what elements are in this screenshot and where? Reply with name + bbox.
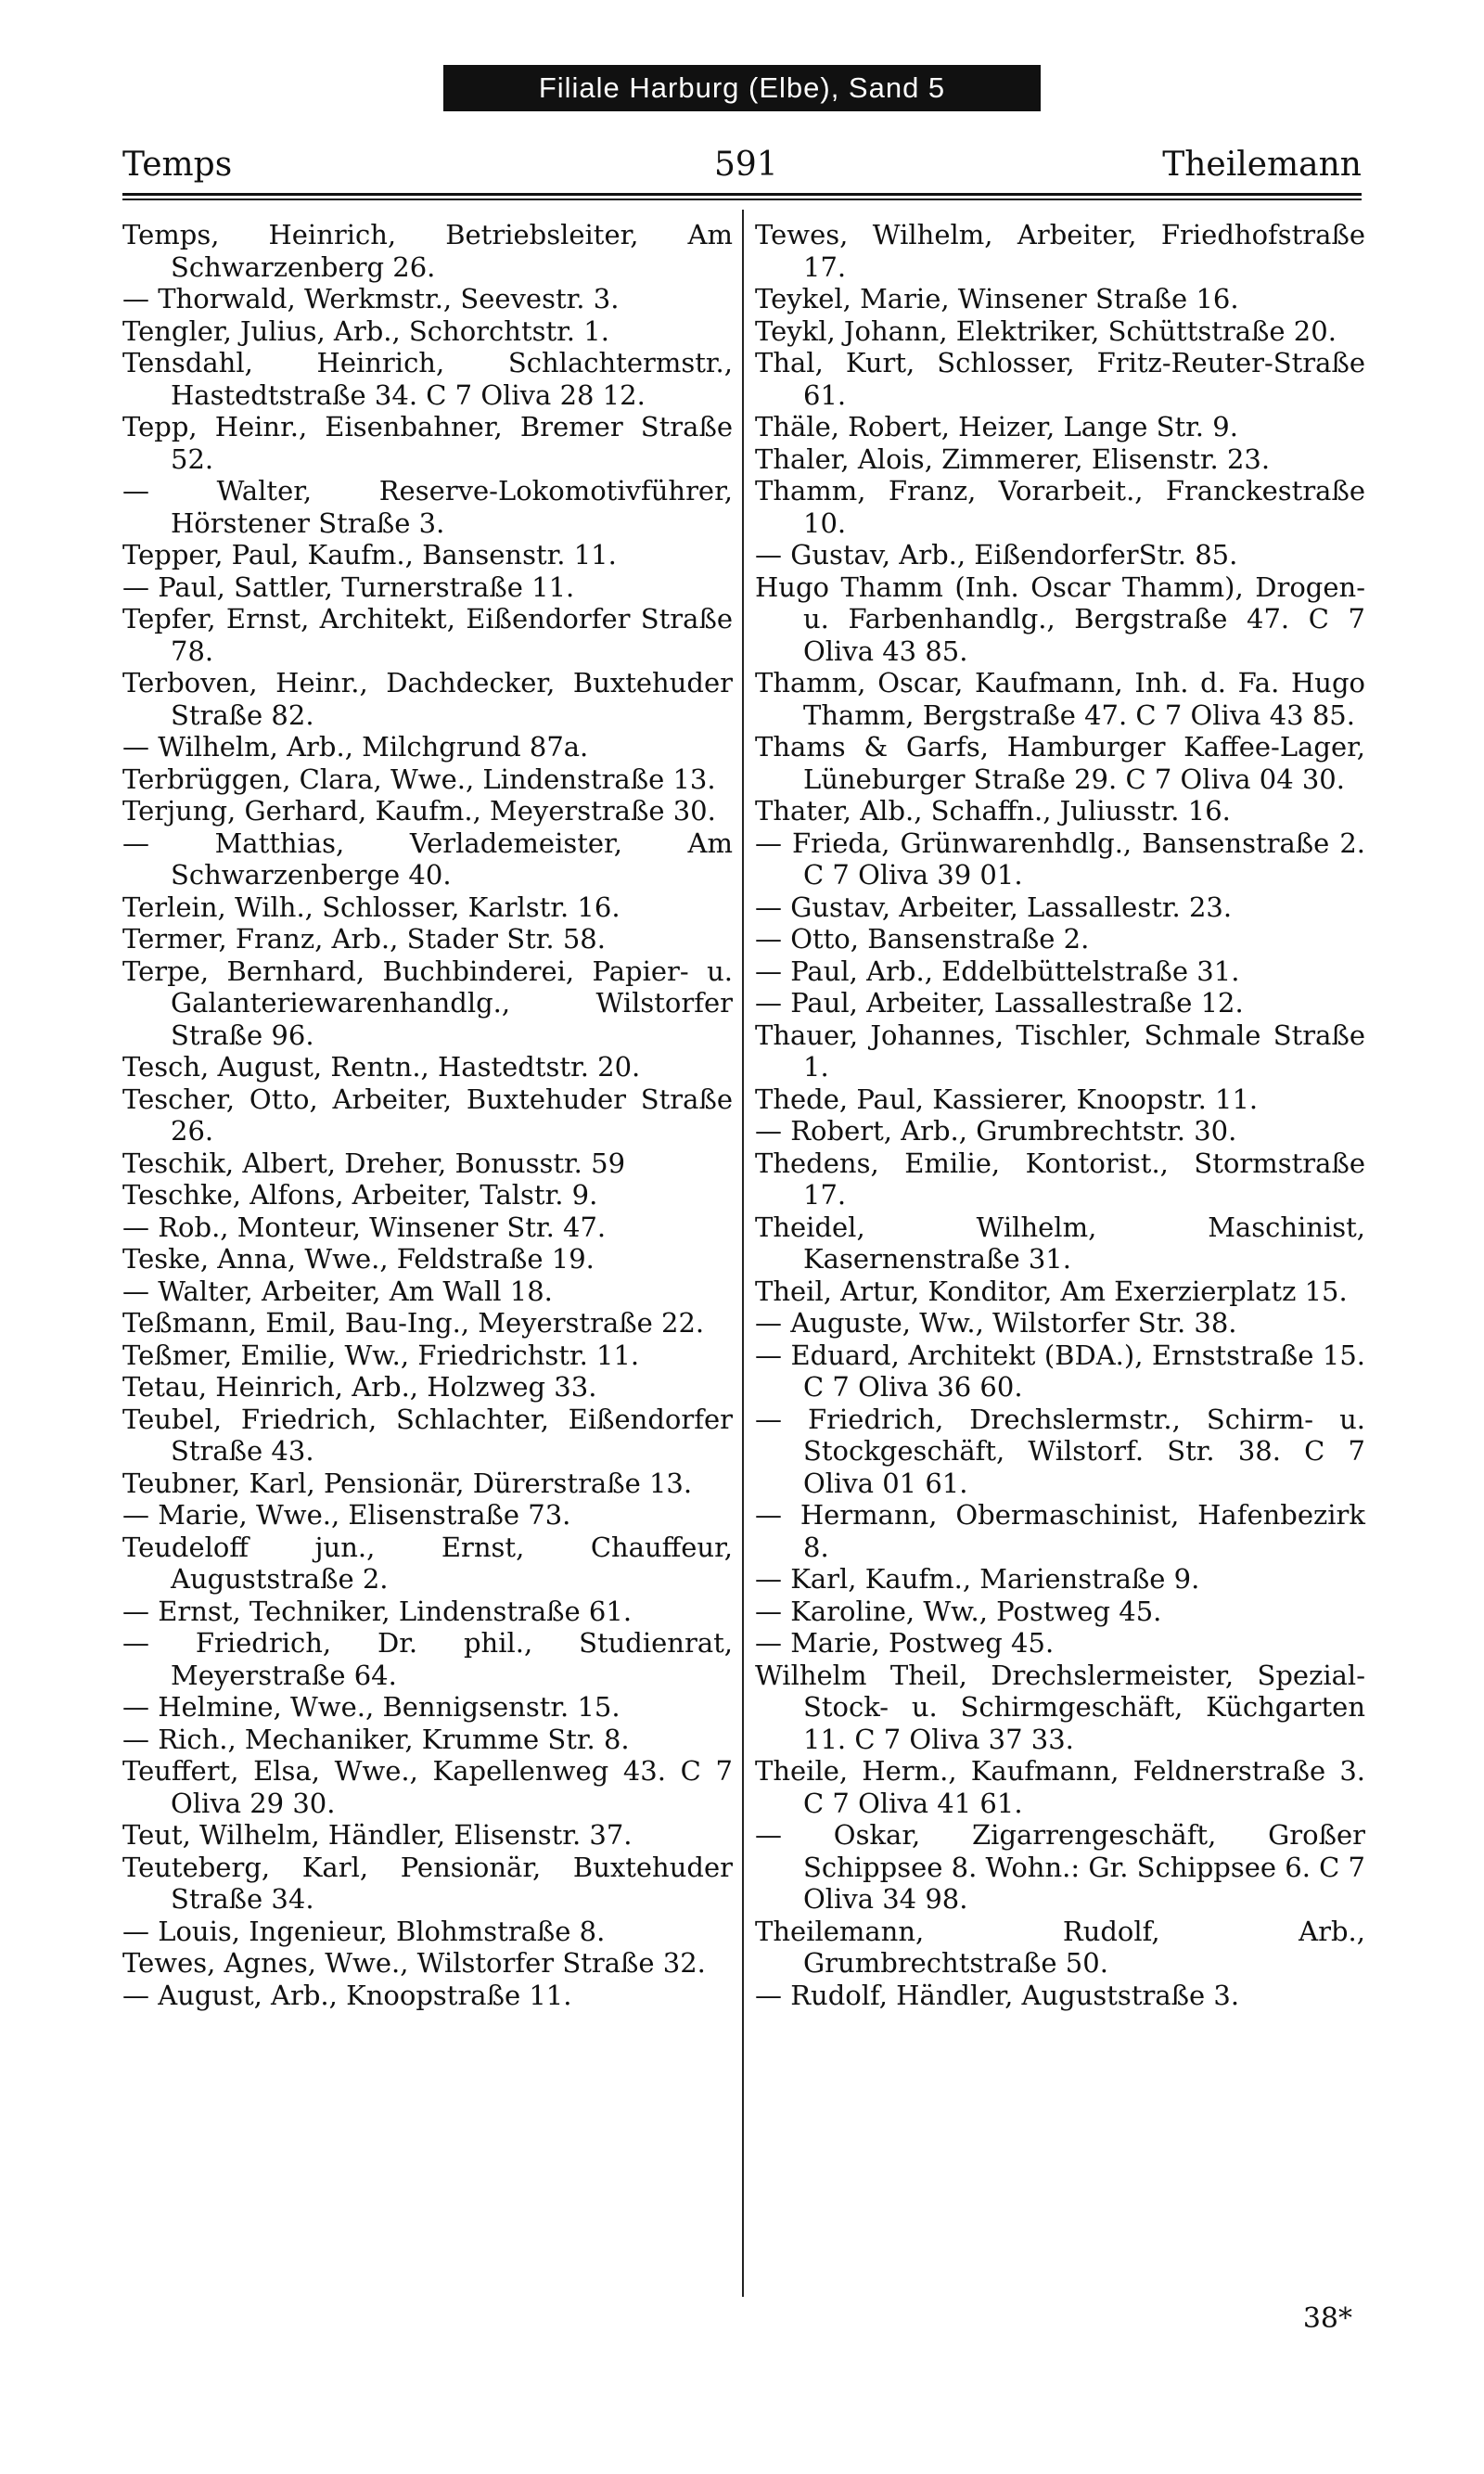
directory-entry: Tewes, Agnes, Wwe., Wilstorfer Straße 32. [122,1947,706,1979]
directory-entry: — Paul, Sattler, Turnerstraße 11. [122,570,575,603]
directory-entry: — Otto, Bansenstraße 2. [755,923,1090,955]
directory-entry: Thams & Garfs, Hamburger Kaffee-Lager, Lüneburger Straße 29. C 7 Oliva 04 30. [755,731,1365,795]
directory-entry: — Thorwald, Werkmstr., Seevestr. 3. [122,283,620,314]
directory-entry: Terbrüggen, Clara, Wwe., Lindenstraße 13. [122,763,716,795]
directory-entry: — Ernst, Techniker, Lindenstraße 61. [122,1595,633,1627]
directory-entry: Tepper, Paul, Kaufm., Bansenstr. 11. [122,539,617,570]
directory-entry: Thaler, Alois, Zimmerer, Elisenstr. 23. [755,442,1271,475]
directory-entry: Teubel, Friedrich, Schlachter, Eißendorfer Straße 43. [122,1403,733,1467]
directory-entry: — Karl, Kaufm., Marienstraße 9. [755,1563,1200,1595]
directory-entry: — Oskar, Zigarrengeschäft, Großer Schippsee 8. Wohn.: Gr. Schippsee 6. C 7 Oliva 34 98. [755,1819,1365,1915]
directory-entry: — Helmine, Wwe., Bennigsenstr. 15. [122,1691,620,1723]
directory-entry: — Friedrich, Drechslermstr., Schirm- u. Stockgeschäft, Wilstorf. Str. 38. C 7 Oliva 01 61. [755,1403,1365,1499]
directory-entry: Teykel, Marie, Winsener Straße 16. [755,283,1239,314]
directory-entry: Tewes, Wilhelm, Arbeiter, Friedhofstraße 17. [755,219,1365,283]
directory-entry: Teschik, Albert, Dreher, Bonusstr. 59 [122,1147,626,1179]
directory-entry: Teßmann, Emil, Bau-Ing., Meyerstraße 22. [122,1307,705,1339]
directory-entry: Teßmer, Emilie, Ww., Friedrichstr. 11. [122,1339,640,1371]
directory-entry: Teykl, Johann, Elektriker, Schüttstraße 20. [755,314,1337,347]
directory-entry: — Walter, Arbeiter, Am Wall 18. [122,1275,553,1307]
directory-entry: — Eduard, Architekt (BDA.), Ernststraße 15. C 7 Oliva 36 60. [755,1339,1365,1403]
directory-entry: Terlein, Wilh., Schlosser, Karlstr. 16. [122,891,620,923]
directory-entry: — August, Arb., Knoopstraße 11. [122,1979,572,2011]
directory-entry: — Wilhelm, Arb., Milchgrund 87a. [122,731,589,763]
directory-entry: Teudeloff jun., Ernst, Chauffeur, Auguststraße 2. [122,1531,733,1595]
directory-entry: Hugo Thamm (Inh. Oscar Thamm), Drogen- u. Farbenhandlg., Bergstraße 47. C 7 Oliva 43 85. [755,570,1365,667]
column-separator [742,210,744,2297]
directory-entry: Thauer, Johannes, Tischler, Schmale Straße 1. [755,1019,1365,1083]
directory-entry: Teuteberg, Karl, Pensionär, Buxtehuder Straße 34. [122,1851,733,1915]
directory-entry: Theile, Herm., Kaufmann, Feldnerstraße 3. C 7 Oliva 41 61. [755,1755,1365,1819]
left-column [122,219,733,2011]
directory-entry: Teubner, Karl, Pensionär, Dürerstraße 13. [122,1467,693,1499]
right-column [755,219,1365,2011]
directory-entry: Tetau, Heinrich, Arb., Holzweg 33. [122,1371,597,1403]
directory-entry: Tescher, Otto, Arbeiter, Buxtehuder Straße 26. [122,1083,733,1147]
directory-entry: — Robert, Arb., Grumbrechtstr. 30. [755,1115,1237,1147]
directory-entry: Termer, Franz, Arb., Stader Str. 58. [122,923,606,955]
directory-entry: Thal, Kurt, Schlosser, Fritz-Reuter-Straße 61. [755,347,1365,411]
directory-entry: Thede, Paul, Kassierer, Knoopstr. 11. [755,1083,1259,1115]
directory-entry: Tensdahl, Heinrich, Schlachtermstr., Hastedtstraße 34. C 7 Oliva 28 12. [122,347,733,411]
directory-entry: Theil, Artur, Konditor, Am Exerzierplatz 15. [755,1275,1348,1307]
directory-entry: — Paul, Arb., Eddelbüttelstraße 31. [755,955,1240,987]
directory-entry: — Louis, Ingenieur, Blohmstraße 8. [122,1915,606,1947]
directory-entry: Tengler, Julius, Arb., Schorchtstr. 1. [122,314,609,347]
directory-entry: Teut, Wilhelm, Händler, Elisenstr. 37. [122,1819,633,1851]
directory-entry: Thedens, Emilie, Kontorist., Stormstraße 17. [755,1147,1365,1211]
header-rule [122,193,1362,196]
directory-entry: — Walter, Reserve-Lokomotivführer, Hörstener Straße 3. [122,475,733,539]
directory-entry: — Matthias, Verlademeister, Am Schwarzenberge 40. [122,827,733,891]
header-first-entry: Temps [122,146,233,184]
directory-entry: — Marie, Wwe., Elisenstraße 73. [122,1499,571,1531]
header-last-entry: Theilemann [1162,146,1362,184]
header-rule-thin [122,199,1362,200]
directory-entry: Teschke, Alfons, Arbeiter, Talstr. 9. [122,1179,598,1211]
directory-entry: Thamm, Oscar, Kaufmann, Inh. d. Fa. Hugo Thamm, Bergstraße 47. C 7 Oliva 43 85. [755,667,1365,731]
branch-banner: Filiale Harburg (Elbe), Sand 5 [443,65,1041,111]
directory-entry: Terjung, Gerhard, Kaufm., Meyerstraße 30. [122,795,716,827]
directory-entry: — Marie, Postweg 45. [755,1627,1055,1659]
directory-entry: Tepfer, Ernst, Architekt, Eißendorfer Straße 78. [122,603,733,667]
directory-entry: Teske, Anna, Wwe., Feldstraße 19. [122,1243,595,1275]
directory-entry: — Auguste, Ww., Wilstorfer Str. 38. [755,1307,1237,1339]
directory-entry: — Gustav, Arbeiter, Lassallestr. 23. [755,891,1233,923]
directory-entry: — Friedrich, Dr. phil., Studienrat, Meyerstraße 64. [122,1627,733,1691]
directory-entry: Theilemann, Rudolf, Arb., Grumbrechtstraße 50. [755,1915,1365,1979]
directory-entry: Thäle, Robert, Heizer, Lange Str. 9. [755,411,1238,442]
directory-entry: — Frieda, Grünwarenhdlg., Bansenstraße 2. C 7 Oliva 39 01. [755,827,1365,891]
directory-entry: Terboven, Heinr., Dachdecker, Buxtehuder Straße 82. [122,667,733,731]
directory-entry: — Gustav, Arb., EißendorferStr. 85. [755,539,1238,570]
page-number: 591 [714,146,778,184]
directory-entry: — Paul, Arbeiter, Lassallestraße 12. [755,987,1244,1019]
signature-mark: 38* [1302,2302,1352,2335]
directory-entry: Teuffert, Elsa, Wwe., Kapellenweg 43. C 7 Oliva 29 30. [122,1755,733,1819]
directory-entry: Thater, Alb., Schaffn., Juliusstr. 16. [755,795,1231,827]
directory-entry: Temps, Heinrich, Betriebsleiter, Am Schwarzenberg 26. [122,219,733,283]
directory-entry: Tepp, Heinr., Eisenbahner, Bremer Straße 52. [122,411,733,475]
directory-entry: — Rob., Monteur, Winsener Str. 47. [122,1211,607,1243]
directory-entry: — Rudolf, Händler, Auguststraße 3. [755,1979,1240,2011]
directory-entry: Theidel, Wilhelm, Maschinist, Kasernenstraße 31. [755,1211,1365,1275]
directory-entry: — Rich., Mechaniker, Krumme Str. 8. [122,1723,630,1755]
directory-entry: — Karoline, Ww., Postweg 45. [755,1595,1162,1627]
directory-entry: Thamm, Franz, Vorarbeit., Franckestraße 10. [755,475,1365,539]
directory-entry: Wilhelm Theil, Drechslermeister, Spezial-Stock- u. Schirmgeschäft, Küchgarten 11. C 7 Oliva 37 33. [755,1659,1365,1755]
directory-entry: — Hermann, Obermaschinist, Hafenbezirk 8. [755,1499,1365,1563]
directory-entry: Terpe, Bernhard, Buchbinderei, Papier- u. Galanteriewarenhandlg., Wilstorfer Straße 96. [122,955,733,1051]
directory-entry: Tesch, August, Rentn., Hastedtstr. 20. [122,1051,641,1083]
